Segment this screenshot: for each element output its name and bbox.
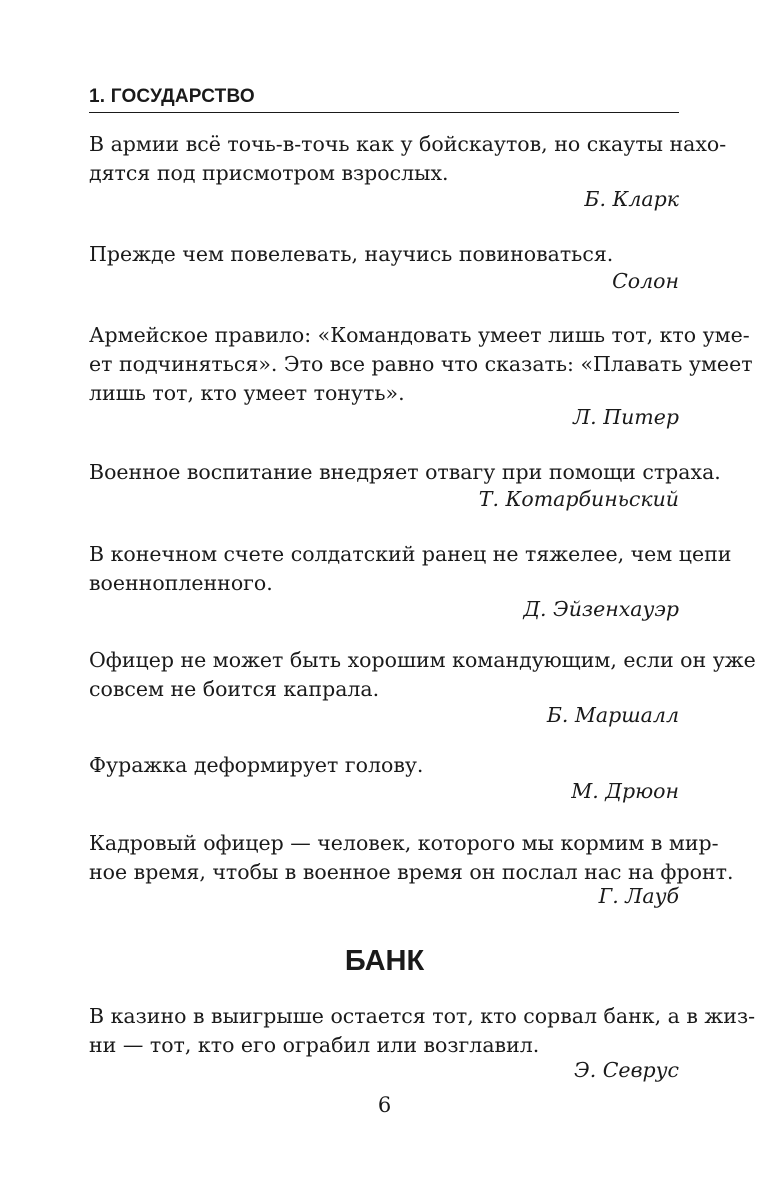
- quote-line: ни — тот, кто его ограбил или возглавил.: [89, 1033, 540, 1057]
- page-number: 6: [377, 1093, 392, 1117]
- quote-line: ное время, чтобы в военное время он послал нас на фронт.: [89, 860, 734, 884]
- quote-line: Прежде чем повелевать, научись повиноваться.: [89, 242, 614, 266]
- quote-text: [89, 540, 732, 598]
- quote-text: [89, 646, 756, 704]
- quote-line: ет подчиняться». Это все равно что сказать: «Плавать умеет: [89, 352, 753, 376]
- section-title: БАНК: [344, 945, 425, 977]
- quote-line: военнопленного.: [89, 571, 273, 595]
- quote-text: [89, 829, 734, 887]
- quote-line: Кадровый офицер — человек, которого мы кормим в мир-: [89, 831, 719, 855]
- quote-author: Д. Эйзенхауэр: [523, 597, 679, 621]
- quote-text: [89, 130, 727, 188]
- quote-text: [89, 1002, 756, 1060]
- quote-line: лишь тот, кто умеет тонуть».: [89, 381, 405, 405]
- quote-author: Э. Севрус: [574, 1058, 679, 1082]
- quote-line: Военное воспитание внедряет отвагу при помощи страха.: [89, 460, 721, 484]
- quote-author: Т. Котарбиньский: [478, 487, 679, 511]
- running-header: 1. ГОСУДАРСТВО: [89, 86, 255, 107]
- quote-line: В конечном счете солдатский ранец не тяжелее, чем цепи: [89, 542, 732, 566]
- quote-text: [89, 458, 721, 487]
- quote-line: В казино в выигрыше остается тот, кто сорвал банк, а в жиз-: [89, 1004, 756, 1028]
- quote-line: совсем не боится капрала.: [89, 677, 380, 701]
- quote-text: [89, 240, 679, 269]
- quote-line: Офицер не может быть хорошим командующим, если он уже: [89, 648, 756, 672]
- quote-line: В армии всё точь-в-точь как у бойскаутов, но скауты нахо-: [89, 132, 727, 156]
- quote-author: Л. Питер: [573, 405, 679, 429]
- quote-author: Б. Маршалл: [546, 703, 679, 727]
- quote-author: Б. Кларк: [584, 187, 679, 211]
- quote-author: Солон: [612, 269, 679, 293]
- quote-author: Г. Лауб: [598, 884, 679, 908]
- quote-text: [89, 751, 679, 780]
- quote-line: дятся под присмотром взрослых.: [89, 161, 449, 185]
- quote-line: Фуражка деформирует голову.: [89, 753, 424, 777]
- quote-text: [89, 321, 753, 408]
- header-rule: [89, 112, 679, 113]
- quote-line: Армейское правило: «Командовать умеет лишь тот, кто уме-: [89, 323, 750, 347]
- quote-author: М. Дрюон: [571, 779, 679, 803]
